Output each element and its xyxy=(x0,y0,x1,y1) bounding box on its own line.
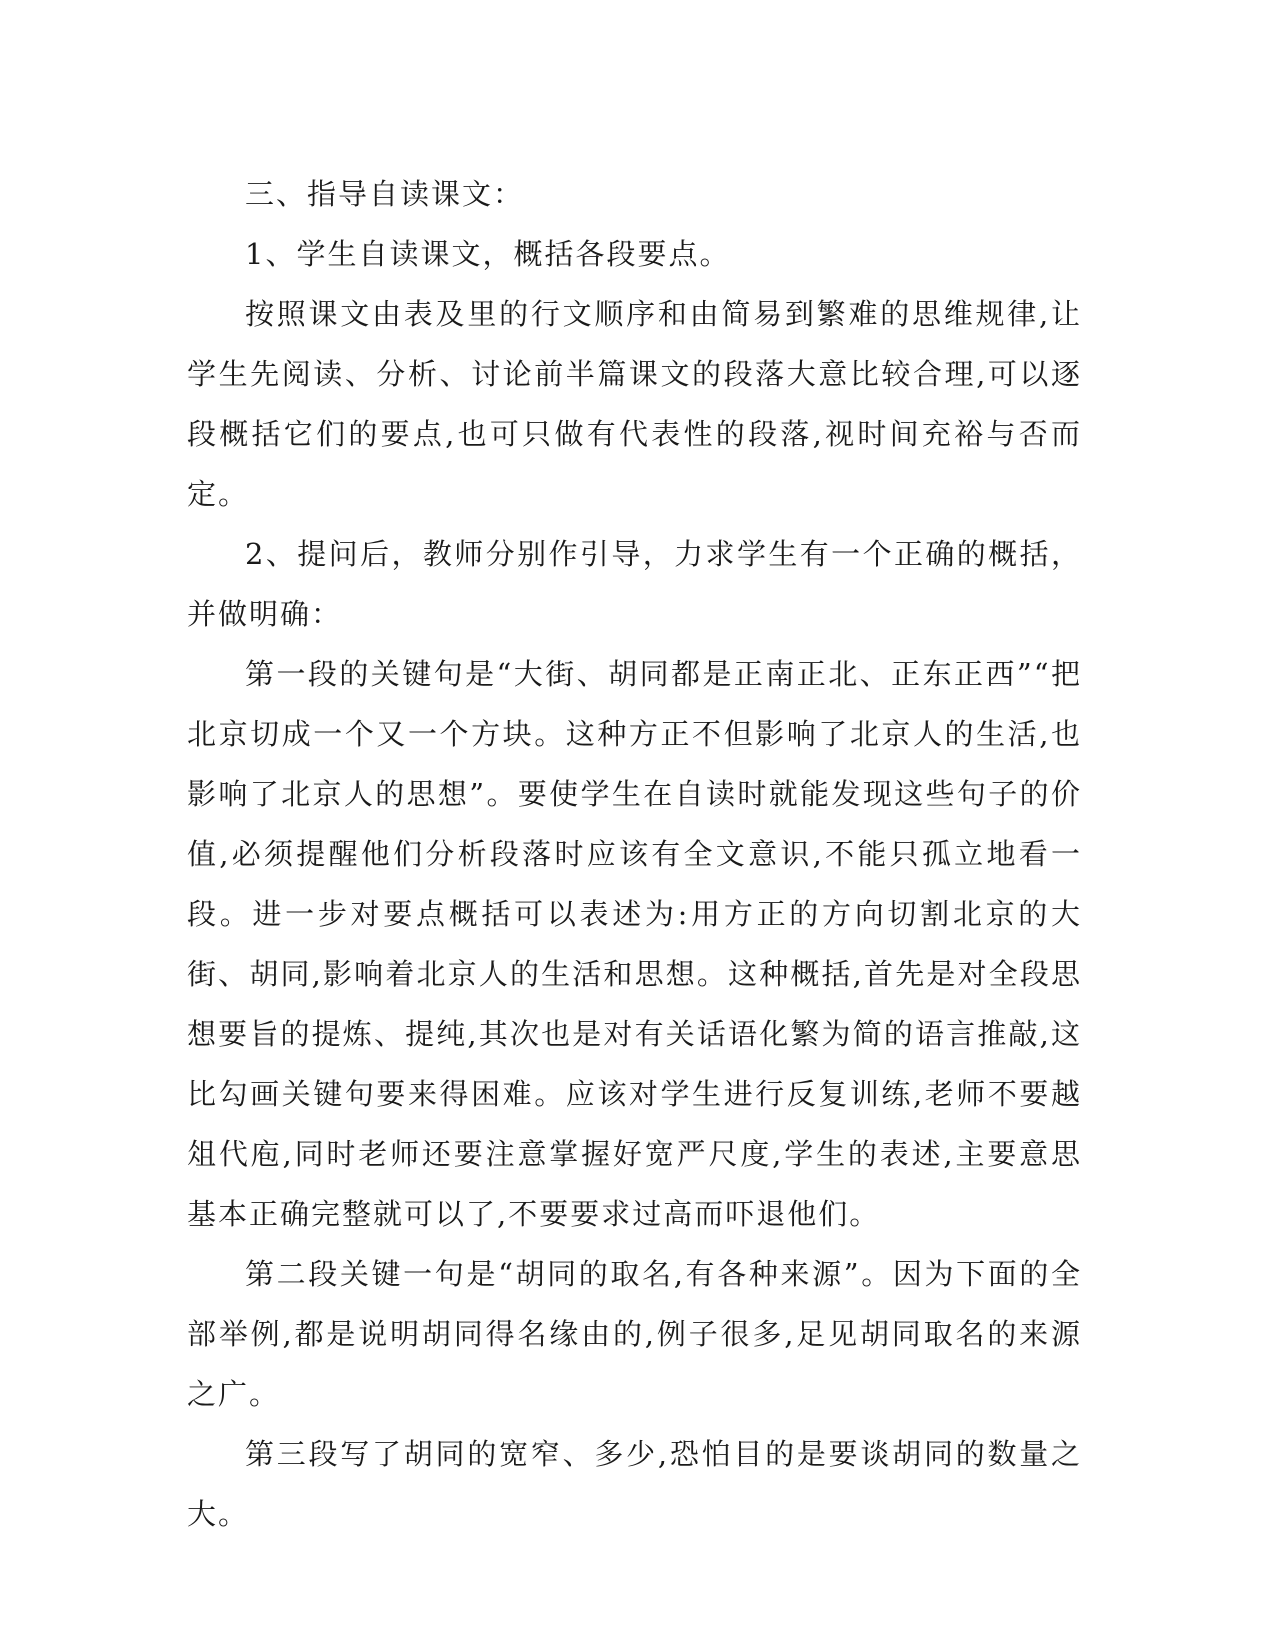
paragraph: 第三段写了胡同的宽窄、多少,恐怕目的是要谈胡同的数量之大。 xyxy=(187,1437,1082,1531)
paragraph: 第一段的关键句是“大街、胡同都是正南正北、正东正西”“把北京切成一个又一个方块。这种方正不但影响了北京人的生活,也影响了北京人的思想”。要使学生在自读时就能发现这些句子的价值,必须提醒他们分析段落时应该有全文意识,不能只孤立地看一段。进一步对要点概括可以表述为:用方正的方向切割北京的大街、胡同,影响着北京人的生活和思想。这种概括,首先是对全段思想要旨的提炼、提纯,其次也是对有关话语化繁为简的语言推敲,这比勾画关键句要来得困难。应该对学生进行反复训练,老师不要越俎代庖,同时老师还要注意掌握好宽严尺度,学生的表述,主要意思基本正确完整就可以了,不要要求过高而吓退他们。 xyxy=(187,657,1082,1231)
section-heading: 三、指导自读课文： xyxy=(245,177,525,211)
paragraph: 按照课文由表及里的行文顺序和由简易到繁难的思维规律,让学生先阅读、分析、讨论前半篇课文的段落大意比较合理,可以逐段概括它们的要点,也可只做有代表性的段落,视时间充裕与否而定。 xyxy=(187,297,1082,511)
step-two-heading: 2、提问后，教师分别作引导，力求学生有一个正确的概括，并做明确： xyxy=(187,537,1082,631)
document-body xyxy=(187,164,1082,1544)
paragraph: 第二段关键一句是“胡同的取名,有各种来源”。因为下面的全部举例,都是说明胡同得名缘由的,例子很多,足见胡同取名的来源之广。 xyxy=(187,1257,1082,1411)
step-one-heading: 1、学生自读课文，概括各段要点。 xyxy=(245,237,731,271)
